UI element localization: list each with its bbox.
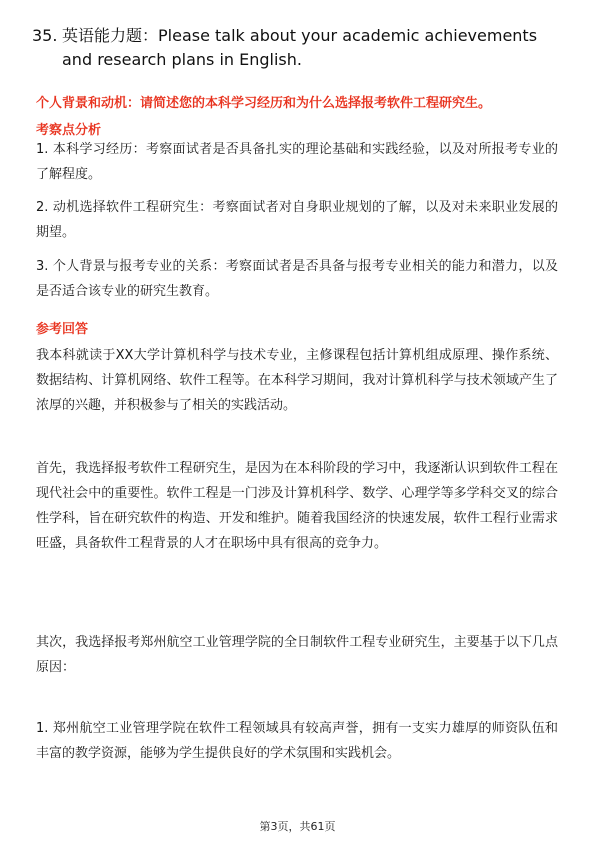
answer-paragraph-4: 1. 郑州航空工业管理学院在软件工程领域具有较高声誉，拥有一支实力雄厚的师资队伍和丰富的教学资源，能够为学生提供良好的学术氛围和实践机会。 [36,721,558,761]
analysis-point-2: 2. 动机选择软件工程研究生：考察面试者对自身职业规划的了解，以及对未来职业发展的期望。 [36,200,558,240]
sub-question: 个人背景和动机：请简述您的本科学习经历和为什么选择报考软件工程研究生。 [36,96,492,111]
question-title-line2: and research plans in English. [62,50,302,69]
analysis-heading: 考察点分析 [36,123,102,138]
analysis-point-3: 3. 个人背景与报考专业的关系：考察面试者是否具备与报考专业相关的能力和潜力，以及是否适合该专业的研究生教育。 [36,259,558,299]
question-number: 35. [32,26,58,45]
question-title [32,24,567,72]
answer-paragraph-1: 我本科就读于XX大学计算机科学与技术专业，主修课程包括计算机组成原理、操作系统、数据结构、计算机网络、软件工程等。在本科学习期间，我对计算机科学与技术领域产生了浓厚的兴趣，并积极参与了相关的实践活动。 [36,348,558,413]
answer-paragraph-2: 首先，我选择报考软件工程研究生，是因为在本科阶段的学习中，我逐渐认识到软件工程在现代社会中的重要性。软件工程是一门涉及计算机科学、数学、心理学等多学科交叉的综合性学科，旨在研究软件的构造、开发和维护。随着我国经济的快速发展，软件工程行业需求旺盛，具备软件工程背景的人才在职场中具有很高的竞争力。 [36,461,558,551]
answer-heading: 参考回答 [36,322,89,337]
page-footer: 第3页，共61页 [259,820,336,833]
answer-paragraph-3: 其次，我选择报考郑州航空工业管理学院的全日制软件工程专业研究生，主要基于以下几点原因： [36,635,558,675]
question-title-line1: 英语能力题：Please talk about your academic achievements [62,26,538,45]
analysis-point-1: 1. 本科学习经历：考察面试者是否具备扎实的理论基础和实践经验，以及对所报考专业的了解程度。 [36,142,558,182]
